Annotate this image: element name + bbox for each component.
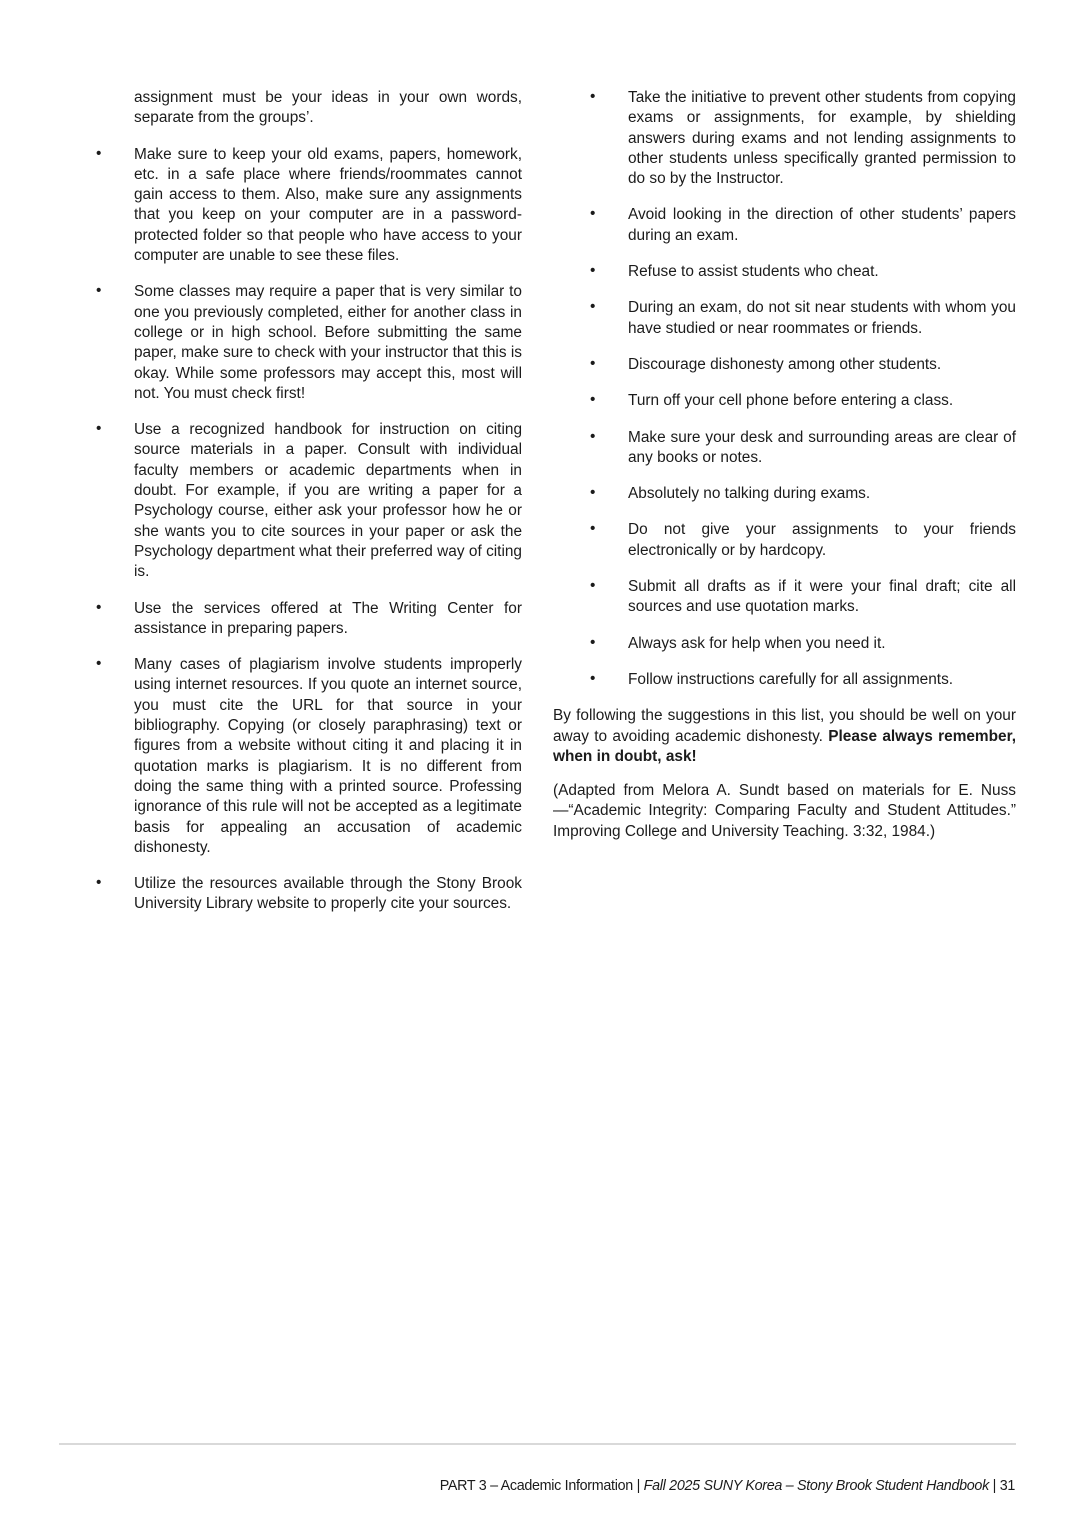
bullet-icon: • [96,144,102,162]
bullet-item [59,282,522,404]
left-column [59,88,522,931]
bullet-text: Always ask for help when you need it. [628,634,886,652]
footer-handbook-title: Fall 2025 SUNY Korea – Stony Brook Student Handbook [643,1478,989,1494]
bullet-item [553,391,1016,411]
bullet-text: Take the initiative to prevent other students from copying exams or assignments, for example, by shielding answers during exams and not lending assignments to other students unless specifically granted permission to do so by the Instructor. [628,89,1016,188]
bullet-icon: • [590,577,596,595]
bullet-icon: • [96,598,102,616]
bullet-text: Refuse to assist students who cheat. [628,263,879,281]
bullet-text: Submit all drafts as if it were your final draft; cite all sources and use quotation marks. [628,578,1016,616]
bullet-item [59,599,522,640]
bullet-item [553,428,1016,469]
page-footer [59,1477,1015,1495]
bullet-icon: • [96,420,102,438]
bullet-text: Avoid looking in the direction of other students’ papers during an exam. [628,206,1016,244]
bullet-text: Make sure your desk and surrounding areas are clear of any books or notes. [628,428,1016,466]
bullet-item [553,634,1016,654]
closing-text-bold: Please always remember, when in doubt, ask! [553,727,1016,765]
bullet-icon: • [590,484,596,502]
bullet-icon: • [590,205,596,223]
bullet-item [553,262,1016,282]
bullet-text: Use a recognized handbook for instruction on citing source materials in a paper. Consult with individual faculty members or academic departments when in doubt. For example, if you are writing a paper for a Psychology course, either ask your professor how he or she wants you to cite sources in your paper or ask the Psychology department what their preferred way of citing is. [134,421,522,581]
bullet-text: Do not give your assignments to your friends electronically or by hardcopy. [628,521,1016,559]
citation-paragraph: (Adapted from Melora A. Sundt based on materials for E. Nuss—“Academic Integrity: Comparing Faculty and Student Attitudes.” Improving College and University Teaching. 3:32, 1984.) [553,782,1016,840]
bullet-text: Use the services offered at The Writing Center for assistance in preparing papers. [134,599,522,637]
bullet-item [553,88,1016,189]
bullet-item [553,298,1016,339]
bullet-item [59,420,522,582]
bullet-text: Many cases of plagiarism involve students improperly using internet resources. If you quote an internet source, you must cite the URL for that source in your bibliography. Copying (or closely paraphrasing) text or figures from a website without citing it and placing it in quotation marks is plagiarism. It is no different from doing the same thing with a printed source. Professing ignorance of this rule will not be accepted as a legitimate basis for appealing an accusation of academic dishonesty. [134,656,522,856]
footer-section: PART 3 – Academic Information [439,1478,633,1494]
bullet-text: Make sure to keep your old exams, papers, homework, etc. in a safe place where friends/roommates cannot gain access to them. Also, make sure any assignments that you keep on your computer are in a password-protected folder so that people who have access to your computer are unable to see these files. [134,145,522,265]
bullet-icon: • [96,874,102,892]
footer-separator: | [988,1478,1000,1494]
bullet-icon: • [590,391,596,409]
bullet-item [553,577,1016,618]
bullet-item [59,874,522,915]
bullet-icon: • [96,655,102,673]
continuation-paragraph: assignment must be your ideas in your own words, separate from the groups’. [134,89,522,127]
bullet-item [553,670,1016,690]
bullet-icon: • [590,669,596,687]
bullet-item [553,520,1016,561]
footer-separator: | [632,1478,644,1494]
bullet-icon: • [96,282,102,300]
bullet-icon: • [590,262,596,280]
closing-paragraph [553,706,1016,767]
bullet-item [59,655,522,858]
bullet-item [59,145,522,267]
bullet-text: During an exam, do not sit near students with whom you have studied or near roommates or friends. [628,299,1016,337]
bullet-icon: • [590,633,596,651]
bullet-text: Absolutely no talking during exams. [628,485,871,503]
bullet-text: Some classes may require a paper that is very similar to one you previously completed, either for another class in college or in high school. Before submitting the same paper, make sure to check with your instructor that this is okay. While some professors may accept this, most will not. You must check first! [134,283,522,402]
page-number: 31 [999,1478,1015,1494]
bullet-text: Follow instructions carefully for all assignments. [628,670,954,688]
bullet-icon: • [590,298,596,316]
right-column [553,88,1016,931]
closing-text: By following the suggestions in this list, you should be well on your away to avoiding academic dishonesty. [553,707,1016,745]
bullet-item [553,484,1016,504]
bullet-item [553,205,1016,246]
bullet-icon: • [590,520,596,538]
bullet-icon: • [590,354,596,372]
bullet-text: Turn off your cell phone before entering a class. [628,392,954,410]
bullet-icon: • [590,88,596,105]
bullet-item [553,355,1016,375]
bullet-text: Utilize the resources available through the Stony Brook University Library website to properly cite your sources. [134,875,522,913]
bullet-text: Discourage dishonesty among other students. [628,355,942,373]
two-column-body [59,88,1016,931]
footer-divider [59,1443,1016,1445]
bullet-icon: • [590,427,596,445]
